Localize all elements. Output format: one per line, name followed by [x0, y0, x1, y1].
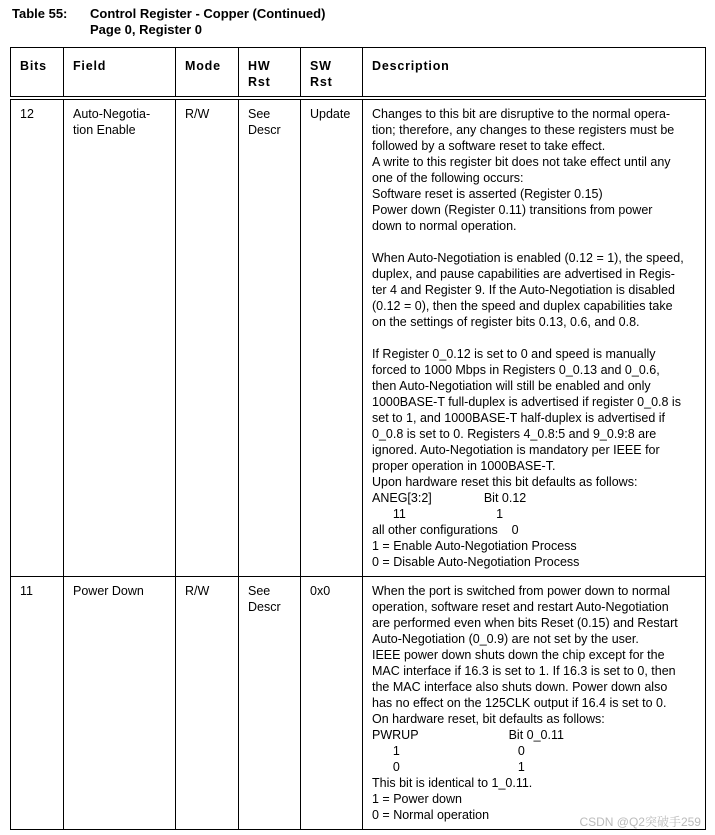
description-line: set to 1, and 1000BASE-T half-duplex is advertised if	[372, 411, 665, 425]
description-line: MAC interface if 16.3 is set to 1. If 16.3 is set to 0, then	[372, 664, 676, 678]
description-line: proper operation in 1000BASE-T.	[372, 459, 556, 473]
header-sw-rst: SW Rst	[301, 48, 363, 99]
description-line: On hardware reset, bit defaults as follows:	[372, 712, 605, 726]
table-title: Control Register - Copper (Continued)	[90, 6, 326, 21]
cell-mode: R/W	[176, 98, 239, 577]
description-line: operation, software reset and restart Auto-Negotiation	[372, 600, 669, 614]
description-line: 1000BASE-T full-duplex is advertised if register 0_0.8 is	[372, 395, 681, 409]
description-line: down to normal operation.	[372, 219, 517, 233]
cell-description	[363, 98, 706, 577]
description-line: Power down (Register 0.11) transitions from power	[372, 203, 653, 217]
cell-hw-rst: See Descr	[239, 98, 301, 577]
watermark: CSDN @Q2突破手259	[579, 815, 701, 829]
cell-hw-rst: See Descr	[239, 577, 301, 830]
description-line: 11 1	[372, 507, 504, 521]
cell-field: Auto-Negotia- tion Enable	[64, 98, 176, 577]
description-line	[372, 330, 697, 346]
description-line: forced to 1000 Mbps in Registers 0_0.13 and 0_0.6,	[372, 363, 660, 377]
header-bits: Bits	[11, 48, 64, 99]
description-line: 0 1	[372, 760, 525, 774]
description-line	[372, 234, 697, 250]
table-number: Table 55:	[12, 6, 68, 21]
table-row	[11, 98, 706, 577]
cell-sw-rst: Update	[301, 98, 363, 577]
description-line: 1 = Enable Auto-Negotiation Process	[372, 539, 577, 553]
description-line: A write to this register bit does not take effect until any	[372, 155, 671, 169]
cell-mode: R/W	[176, 577, 239, 830]
table-subtitle: Page 0, Register 0	[90, 22, 202, 37]
cell-sw-rst: 0x0	[301, 577, 363, 830]
description-line: ter 4 and Register 9. If the Auto-Negotiation is disabled	[372, 283, 675, 297]
description-line: then Auto-Negotiation will still be enabled and only	[372, 379, 651, 393]
description-line: all other configurations 0	[372, 523, 519, 537]
description-line: PWRUP Bit 0_0.11	[372, 728, 564, 742]
description-line: 0 = Normal operation	[372, 808, 490, 822]
table-header-row	[11, 48, 706, 99]
header-field: Field	[64, 48, 176, 99]
header-hw-rst: HW Rst	[239, 48, 301, 99]
description-line: ignored. Auto-Negotiation is mandatory per IEEE for	[372, 443, 660, 457]
description-line: (0.12 = 0), then the speed and duplex capabilities take	[372, 299, 673, 313]
description-line: When Auto-Negotiation is enabled (0.12 = 1), the speed,	[372, 251, 684, 265]
description-line: has no effect on the 125CLK output if 16.4 is set to 0.	[372, 696, 667, 710]
cell-bits: 12	[11, 98, 64, 577]
description-line: are performed even when bits Reset (0.15) and Restart	[372, 616, 678, 630]
register-table	[10, 47, 706, 830]
description-line: on the settings of register bits 0.13, 0.6, and 0.8.	[372, 315, 640, 329]
cell-field: Power Down	[64, 577, 176, 830]
description-line: Changes to this bit are disruptive to the normal opera-	[372, 107, 671, 121]
description-line: If Register 0_0.12 is set to 0 and speed is manually	[372, 347, 656, 361]
description-line: IEEE power down shuts down the chip except for the	[372, 648, 665, 662]
description-line: 0_0.8 is set to 0. Registers 4_0.8:5 and 9_0.9:8 are	[372, 427, 657, 441]
description-line: one of the following occurs:	[372, 171, 524, 185]
description-line: followed by a software reset to take effect.	[372, 139, 606, 153]
description-line: tion; therefore, any changes to these registers must be	[372, 123, 675, 137]
description-line: 1 0	[372, 744, 525, 758]
description-line: ANEG[3:2] Bit 0.12	[372, 491, 527, 505]
table-row	[11, 577, 706, 830]
header-description: Description	[363, 48, 706, 99]
description-line: Auto-Negotiation (0_0.9) are not set by the user.	[372, 632, 639, 646]
description-line: Upon hardware reset this bit defaults as follows:	[372, 475, 638, 489]
description-line: 0 = Disable Auto-Negotiation Process	[372, 555, 580, 569]
description-line: Software reset is asserted (Register 0.15)	[372, 187, 603, 201]
description-line: 1 = Power down	[372, 792, 462, 806]
description-line: When the port is switched from power down to normal	[372, 584, 671, 598]
description-line: duplex, and pause capabilities are advertised in Regis-	[372, 267, 675, 281]
cell-description	[363, 577, 706, 830]
cell-bits: 11	[11, 577, 64, 830]
description-line: the MAC interface also shuts down. Power down also	[372, 680, 668, 694]
description-line: This bit is identical to 1_0.11.	[372, 776, 533, 790]
header-mode: Mode	[176, 48, 239, 99]
